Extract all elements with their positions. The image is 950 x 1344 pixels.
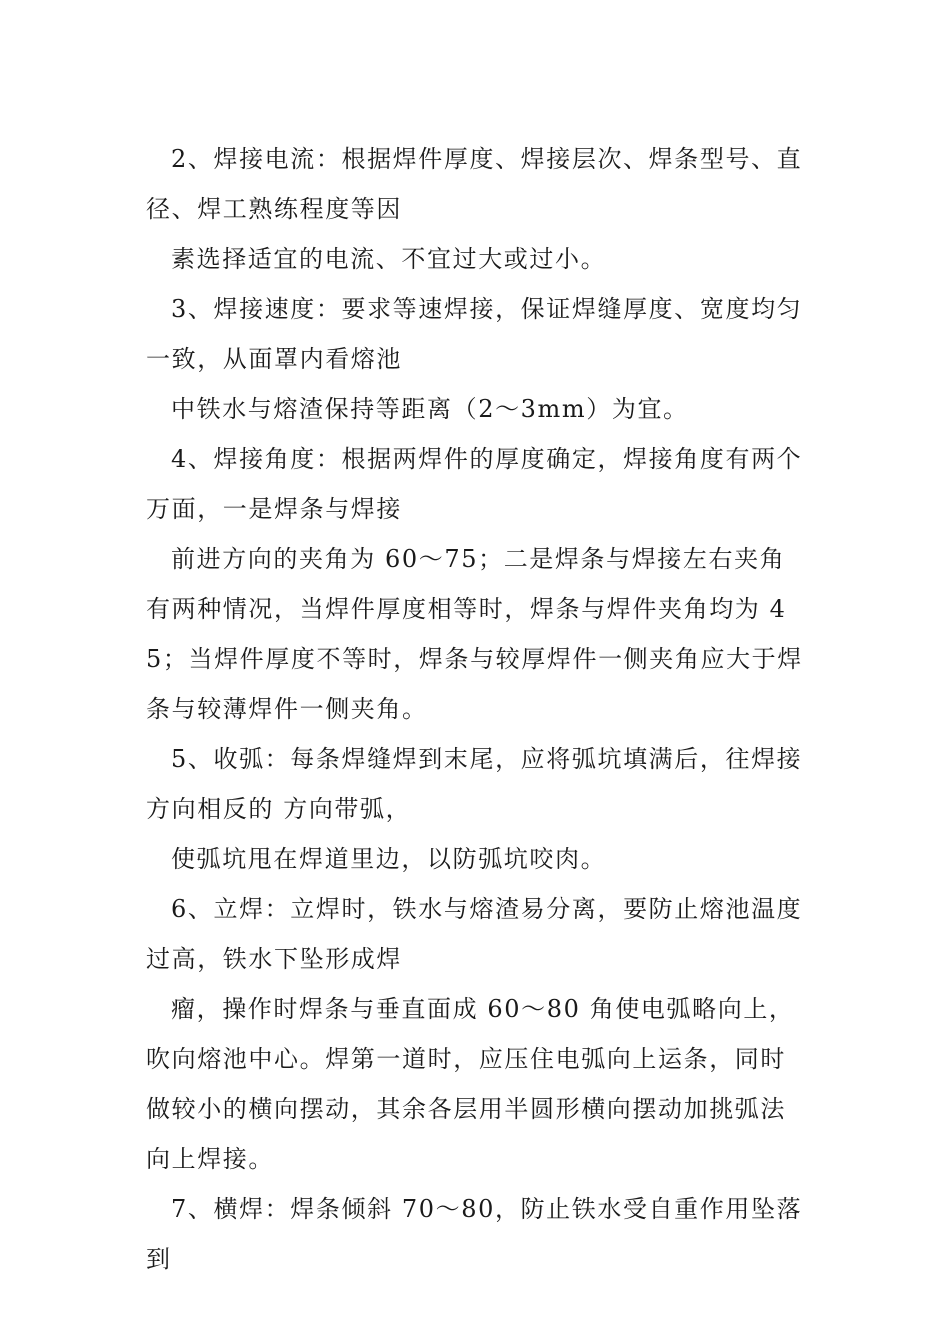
paragraph-welding-angle-cont: 前进方向的夹角为 60～75；二是焊条与焊接左右夹角有两种情况，当焊件厚度相等时，焊条与焊件夹角均为 45；当焊件厚度不等时，焊条与较厚焊件一侧夹角应大于焊条与较薄焊件一侧夹角。: [146, 545, 803, 723]
paragraph-welding-current: 2、焊接电流：根据焊件厚度、焊接层次、焊条型号、直径、焊工熟练程度等因: [146, 145, 803, 223]
paragraph-vertical-welding-cont: 瘤，操作时焊条与垂直面成 60～80 角使电弧略向上，吹向熔池中心。焊第一道时，应压住电弧向上运条，同时做较小的横向摆动，其余各层用半圆形横向摆动加挑弧法向上焊接。: [146, 995, 795, 1173]
paragraph-welding-angle: 4、焊接角度：根据两焊件的厚度确定，焊接角度有两个万面，一是焊条与焊接: [146, 445, 803, 523]
paragraph-vertical-welding: 6、立焊：立焊时，铁水与熔渣易分离，要防止熔池温度过高，铁水下坠形成焊: [146, 895, 803, 973]
paragraph-horizontal-welding: 7、横焊：焊条倾斜 70～80，防止铁水受自重作用坠落到: [146, 1195, 803, 1273]
document-body: [146, 134, 810, 1284]
paragraph-welding-speed: 3、焊接速度：要求等速焊接，保证焊缝厚度、宽度均匀一致，从面罩内看熔池: [146, 295, 803, 373]
paragraph-arc-closing-cont: 使弧坑甩在焊道里边，以防弧坑咬肉。: [171, 845, 607, 873]
paragraph-welding-current-cont: 素选择适宜的电流、不宜过大或过小。: [171, 245, 607, 273]
paragraph-arc-closing: 5、收弧：每条焊缝焊到末尾，应将弧坑填满后，往焊接方向相反的 方向带弧，: [146, 745, 803, 823]
paragraph-welding-speed-cont: 中铁水与熔渣保持等距离（2～3mm）为宜。: [171, 395, 689, 423]
